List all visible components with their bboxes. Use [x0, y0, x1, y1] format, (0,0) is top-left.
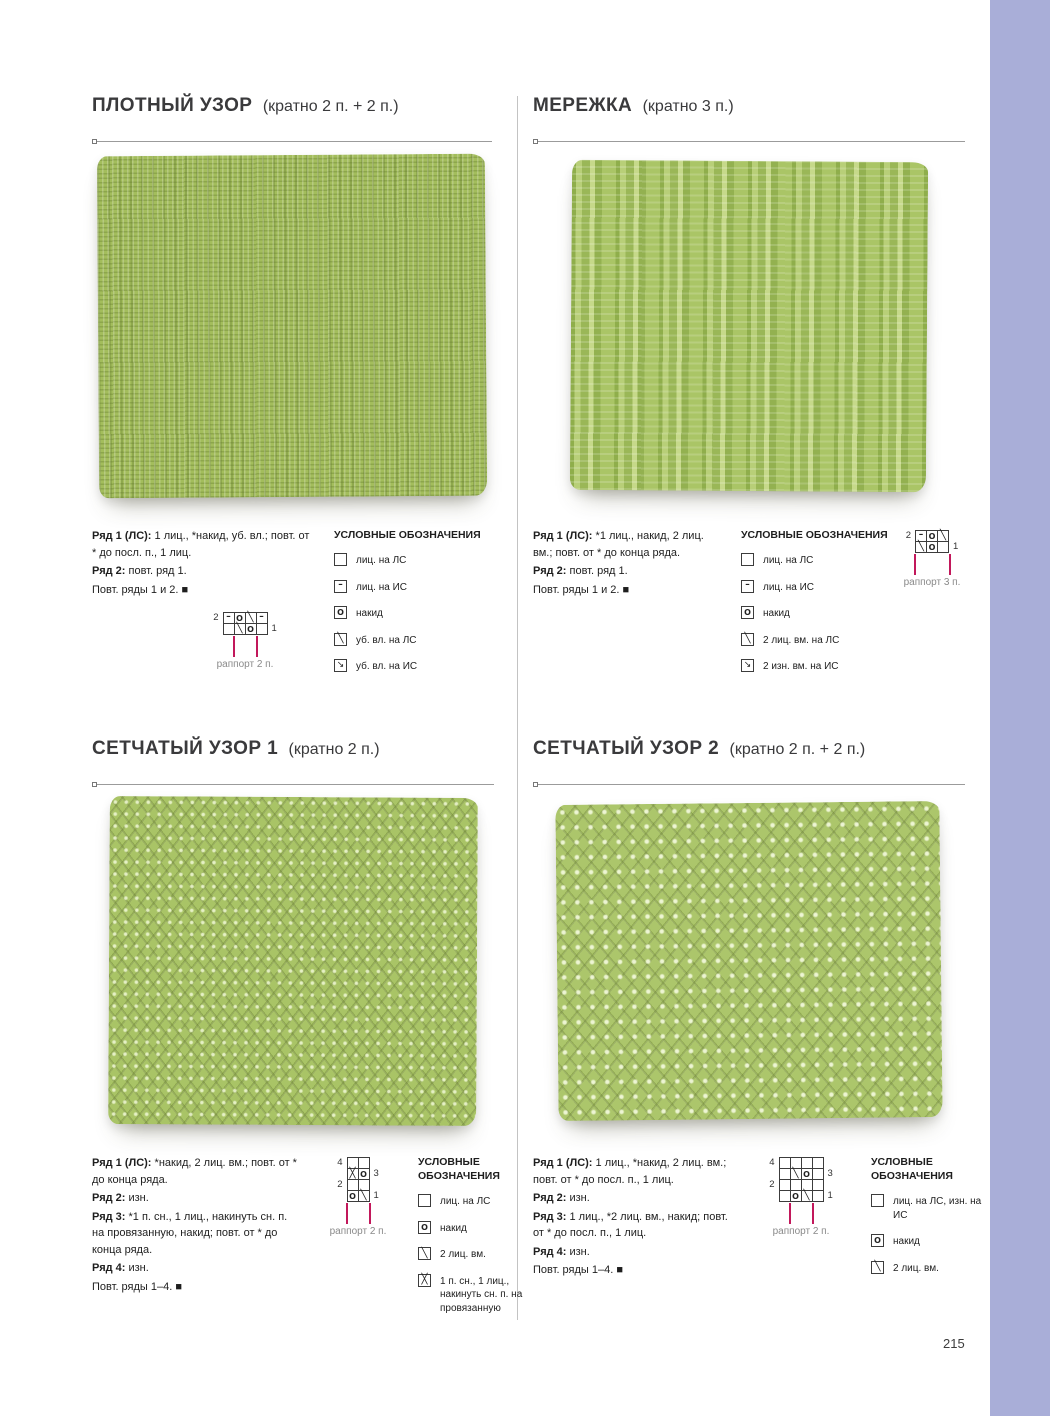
row-text: Повт. ряды 1 и 2. ■ — [92, 583, 189, 596]
row-text: Повт. ряды 1–4. ■ — [533, 1264, 623, 1276]
legend-item — [418, 1194, 538, 1209]
swatch-photo-area — [533, 785, 965, 1137]
swatch-photo-area — [533, 142, 965, 510]
instruction-line — [533, 1155, 733, 1188]
row-label: Ряд 3: — [92, 1210, 126, 1223]
stitch-symbol-icon — [741, 606, 754, 619]
legend-item — [334, 580, 494, 595]
chart-row-number: 2 — [769, 1179, 775, 1190]
column-divider — [517, 96, 518, 1320]
pattern-info-row — [533, 1155, 982, 1287]
instruction-line — [533, 1190, 733, 1207]
instruction-line — [92, 582, 310, 599]
stitch-chart — [899, 530, 965, 553]
stitch-chart — [331, 1157, 386, 1202]
instruction-line — [533, 582, 725, 599]
instruction-line — [92, 1190, 300, 1207]
legend-item-label: накид — [893, 1236, 920, 1248]
chart-row-number: 2 — [337, 1179, 343, 1190]
rapport-label: раппорт 2 п. — [216, 659, 274, 670]
page-edge-accent-bar — [990, 0, 1050, 1416]
chart-row-number: 1 — [373, 1190, 379, 1201]
knit-swatch-photo — [555, 801, 942, 1121]
row-label: Ряд 2: — [533, 565, 567, 577]
legend-item — [418, 1247, 538, 1262]
instruction-line — [533, 528, 725, 561]
rapport-line — [949, 554, 951, 575]
legend-item-label: 1 п. сн., 1 лиц., накинуть сн. п. на провязанную — [440, 1275, 523, 1314]
pattern-section-setchaty-uzor-2 — [533, 738, 982, 1287]
legend-column — [741, 528, 891, 686]
stitch-symbol-icon — [871, 1234, 884, 1247]
section-header — [533, 95, 965, 117]
legend-item — [871, 1194, 985, 1222]
legend-item-label: накид — [356, 608, 383, 620]
section-header — [533, 738, 965, 760]
legend-item — [334, 606, 494, 621]
section-title: МЕРЕЖКА — [533, 95, 633, 116]
legend-item-label: лиц. на ИС — [356, 581, 407, 593]
row-label: Ряд 2: — [533, 1192, 567, 1204]
stitch-symbol-icon — [741, 659, 754, 672]
stitch-symbol-icon — [871, 1194, 884, 1207]
section-title: СЕТЧАТЫЙ УЗОР 1 — [92, 738, 279, 759]
rapport-line — [233, 636, 235, 657]
legend-column — [871, 1155, 985, 1287]
rapport-line — [346, 1203, 348, 1224]
swatch-photo-area — [92, 142, 492, 510]
instruction-line — [92, 1260, 300, 1277]
legend-item — [741, 580, 891, 595]
stitch-symbol-icon — [418, 1274, 431, 1287]
stitch-symbol-icon — [334, 659, 347, 672]
stitch-symbol-icon — [741, 633, 754, 646]
legend-item — [334, 633, 494, 648]
instruction-line — [92, 528, 310, 561]
row-text: изн. — [566, 1245, 590, 1258]
row-text: 1 лиц., *2 лиц. вм., накид; повт. от * до посл. п., 1 лиц. — [533, 1210, 728, 1239]
rapport-line — [369, 1203, 371, 1224]
instruction-line — [533, 563, 725, 580]
chart-row — [763, 1190, 840, 1202]
chart-cell — [256, 623, 268, 635]
row-label: Ряд 4: — [92, 1262, 126, 1274]
section-title: ПЛОТНЫЙ УЗОР — [92, 95, 253, 116]
row-text: изн. — [566, 1192, 590, 1204]
legend-item — [418, 1274, 538, 1316]
pattern-info-row — [533, 528, 965, 686]
rapport-label: раппорт 2 п. — [329, 1226, 387, 1237]
rapport-line — [256, 636, 258, 657]
stitch-symbol-icon — [334, 633, 347, 646]
chart-row — [899, 541, 965, 553]
legend-item — [741, 606, 891, 621]
stitch-symbol-icon — [741, 553, 754, 566]
rapport-label: раппорт 2 п. — [772, 1226, 830, 1237]
row-text: 1 лиц., *накид, уб. вл.; повт. от * до посл. п., 1 лиц. — [92, 530, 310, 559]
chart-cell — [358, 1190, 370, 1202]
knit-swatch-photo — [108, 796, 478, 1126]
chart-row-number: 4 — [337, 1157, 343, 1168]
row-text: *накид, 2 лиц. вм.; повт. от * до конца ряда. — [92, 1157, 297, 1186]
section-header — [92, 738, 494, 760]
pattern-section-plotny-uzor — [92, 95, 492, 686]
chart-row-number: 2 — [905, 530, 911, 541]
rapport-line — [789, 1203, 791, 1224]
rule-square-marker — [92, 782, 97, 787]
legend-item-label: лиц. на ЛС, изн. на ИС — [893, 1196, 982, 1221]
chart-row-number: 1 — [953, 541, 959, 552]
stitch-symbol-icon — [871, 1261, 884, 1274]
legend-item-label: 2 изн. вм. на ИС — [763, 661, 839, 673]
instruction-line — [533, 1209, 733, 1242]
row-label: Ряд 4: — [533, 1245, 567, 1258]
pattern-info-row — [92, 1155, 523, 1327]
stitch-chart-block — [310, 1155, 406, 1237]
pattern-info-row — [92, 528, 492, 686]
row-label: Ряд 2: — [92, 565, 126, 577]
legend-item-label: накид — [763, 608, 790, 620]
chart-row-number: 2 — [213, 612, 219, 623]
chart-row-number: 3 — [827, 1168, 833, 1179]
chart-row-number: 1 — [271, 623, 277, 634]
instruction-line — [92, 1209, 300, 1259]
rule-square-marker — [92, 139, 97, 144]
row-text: 1 лиц., *накид, 2 лиц. вм.; повт. от * до посл. п., 1 лиц. — [533, 1157, 727, 1186]
row-label: Ряд 2: — [92, 1192, 126, 1204]
legend-item — [871, 1234, 985, 1249]
header-rule — [92, 141, 492, 142]
rapport-marker-lines — [310, 1203, 406, 1224]
legend-item-label: 2 лиц. вм. на ЛС — [763, 634, 840, 646]
rapport-marker-lines — [747, 1203, 855, 1224]
stitch-symbol-icon — [334, 606, 347, 619]
chart-row-number: 4 — [769, 1157, 775, 1168]
instructions-column — [92, 528, 310, 670]
stitch-chart — [763, 1157, 840, 1202]
row-label: Ряд 1 (ЛС): — [533, 1157, 593, 1169]
instruction-line — [533, 1244, 733, 1261]
row-text: Повт. ряды 1–4. ■ — [92, 1280, 182, 1293]
rapport-label: раппорт 3 п. — [903, 577, 961, 588]
legend-item-label: уб. вл. на ЛС — [356, 634, 417, 646]
legend-title: УСЛОВНЫЕ ОБОЗНАЧЕНИЯ — [334, 529, 481, 541]
stitch-chart-block — [180, 612, 310, 670]
header-rule — [533, 141, 965, 142]
legend-item — [741, 633, 891, 648]
row-text: *1 п. сн., 1 лиц., накинуть сн. п. на провязанную, накид; повт. от * до конца ряда. — [92, 1210, 288, 1256]
chart-row-number: 1 — [827, 1190, 833, 1201]
instructions-column — [533, 528, 725, 600]
row-text: повт. ряд 1. — [125, 565, 187, 577]
legend-item — [418, 1221, 538, 1236]
rule-square-marker — [533, 139, 538, 144]
row-label: Ряд 1 (ЛС): — [533, 530, 593, 542]
section-subtitle: (кратно 2 п.) — [288, 741, 380, 758]
legend-item-label: лиц. на ЛС — [440, 1196, 491, 1208]
legend-item-label: уб. вл. на ИС — [356, 661, 418, 673]
row-label: Ряд 1 (ЛС): — [92, 530, 152, 542]
knit-swatch-photo — [97, 154, 487, 499]
row-text: Повт. ряды 1 и 2. ■ — [533, 583, 630, 596]
row-text: изн. — [125, 1192, 149, 1204]
legend-item-label: 2 лиц. вм. — [893, 1262, 939, 1274]
instruction-line — [92, 563, 310, 580]
legend-item-label: 2 лиц. вм. — [440, 1249, 486, 1261]
chart-row — [207, 623, 284, 635]
stitch-chart-block — [747, 1155, 855, 1237]
rapport-line — [914, 554, 916, 575]
instruction-line — [92, 1279, 300, 1296]
instruction-line — [92, 1155, 300, 1188]
row-text: *1 лиц., накид, 2 лиц. вм.; повт. от * до конца ряда. — [533, 530, 704, 559]
legend-item-label: лиц. на ИС — [763, 581, 814, 593]
stitch-symbol-icon — [334, 553, 347, 566]
swatch-photo-area — [92, 785, 494, 1137]
row-label: Ряд 3: — [533, 1210, 567, 1223]
chart-row-number: 3 — [373, 1168, 379, 1179]
pattern-section-setchaty-uzor-1 — [92, 738, 523, 1327]
legend-item — [741, 553, 891, 568]
chart-cell — [812, 1190, 824, 1202]
rule-square-marker — [533, 782, 538, 787]
instruction-line — [533, 1262, 733, 1279]
stitch-symbol-icon — [418, 1247, 431, 1260]
legend-column — [334, 528, 494, 686]
row-label: Ряд 1 (ЛС): — [92, 1157, 152, 1169]
page-number: 215 — [943, 1336, 965, 1351]
pattern-section-merezhka — [533, 95, 965, 686]
section-title: СЕТЧАТЫЙ УЗОР 2 — [533, 738, 720, 759]
header-rule — [92, 784, 494, 785]
instructions-column — [92, 1155, 300, 1297]
legend-title: УСЛОВНЫЕ ОБОЗНАЧЕНИЯ — [741, 529, 888, 541]
stitch-symbol-icon — [741, 580, 754, 593]
legend-title: УСЛОВНЫЕ ОБОЗНАЧЕНИЯ — [418, 1156, 500, 1183]
legend-item — [334, 659, 494, 674]
stitch-symbol-icon — [334, 580, 347, 593]
row-text: повт. ряд 1. — [566, 565, 628, 577]
stitch-symbol-icon — [418, 1221, 431, 1234]
legend-item — [741, 659, 891, 674]
stitch-chart — [207, 612, 284, 635]
row-text: изн. — [125, 1262, 149, 1274]
legend-title: УСЛОВНЫЕ ОБОЗНАЧЕНИЯ — [871, 1156, 953, 1183]
section-subtitle: (кратно 3 п.) — [642, 98, 734, 115]
legend-item-label: накид — [440, 1222, 467, 1234]
legend-column — [418, 1155, 538, 1327]
header-rule — [533, 784, 965, 785]
section-header — [92, 95, 492, 117]
knit-swatch-photo — [570, 160, 928, 492]
section-subtitle: (кратно 2 п. + 2 п.) — [262, 98, 399, 115]
section-subtitle: (кратно 2 п. + 2 п.) — [729, 741, 866, 758]
rapport-line — [812, 1203, 814, 1224]
chart-row — [331, 1190, 386, 1202]
stitch-chart-block — [899, 528, 965, 588]
legend-item — [871, 1261, 985, 1276]
legend-item-label: лиц. на ЛС — [356, 555, 407, 567]
instructions-column — [533, 1155, 733, 1281]
stitch-symbol-icon — [418, 1194, 431, 1207]
legend-item-label: лиц. на ЛС — [763, 555, 814, 567]
legend-item — [334, 553, 494, 568]
rapport-marker-lines — [899, 554, 965, 575]
rapport-marker-lines — [180, 636, 310, 657]
chart-cell — [937, 541, 949, 553]
